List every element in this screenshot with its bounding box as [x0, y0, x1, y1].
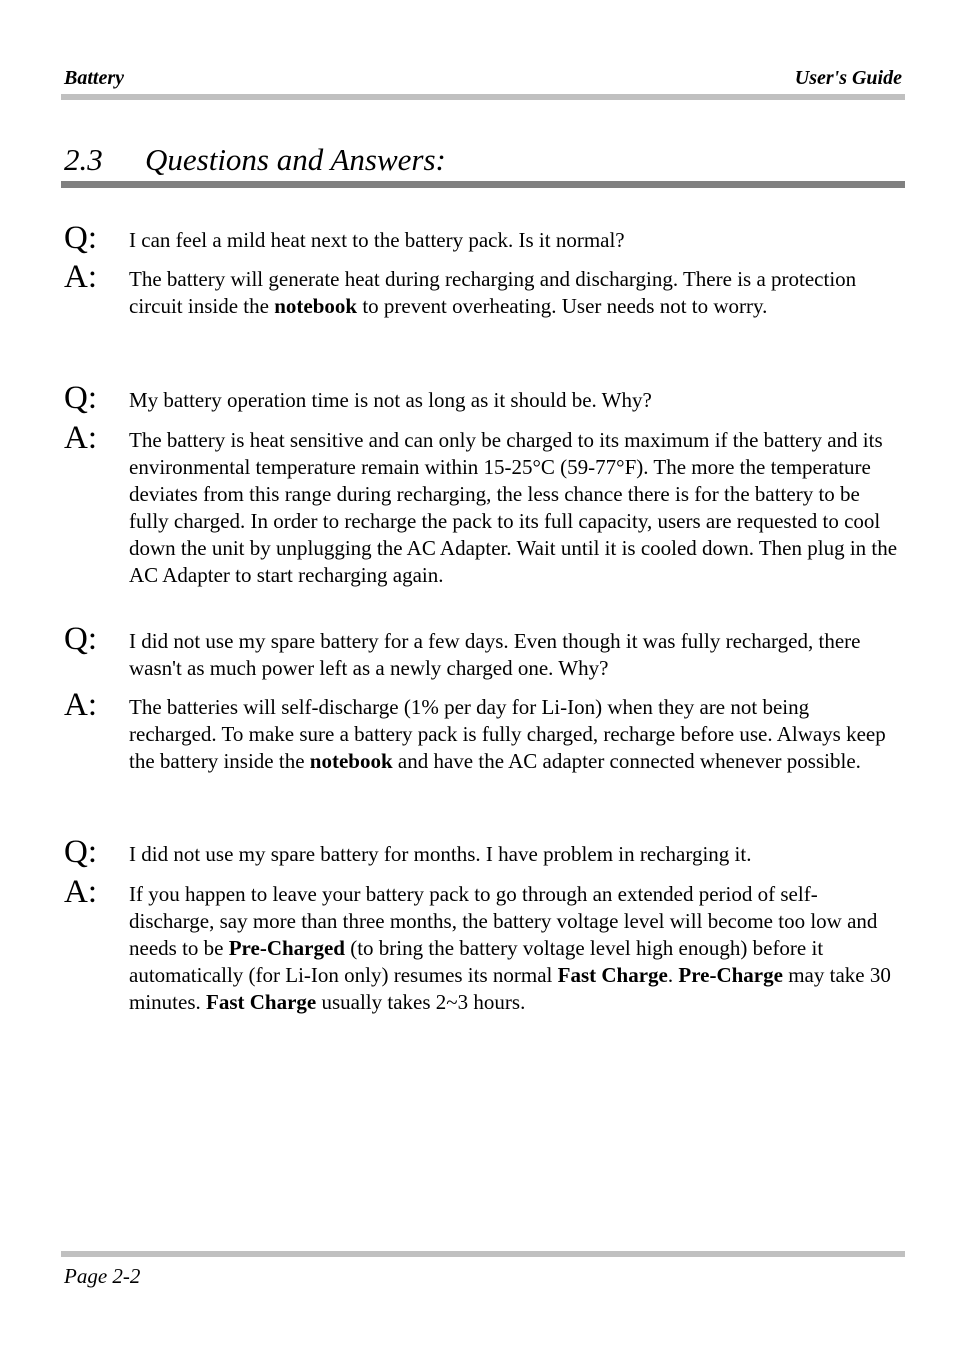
emphasis-term: Fast Charge: [206, 990, 317, 1014]
question-marker: Q:: [64, 621, 97, 657]
answer-text: [129, 266, 899, 320]
answer-marker: A:: [64, 420, 97, 456]
section-title: Questions and Answers:: [145, 142, 446, 177]
footer-divider: [61, 1251, 905, 1257]
emphasis-term: notebook: [309, 749, 393, 773]
answer-segment: If you happen to leave your battery pack to go through an extended period of self-discharge, say more than three months, the battery voltage level will become too low and needs to be: [129, 882, 878, 960]
answer-text: [129, 427, 899, 589]
question-marker: Q:: [64, 220, 97, 256]
running-header-chapter: Battery: [64, 67, 124, 89]
answer-segment: and have the AC adapter connected whenever possible.: [392, 749, 861, 773]
answer-segment: The battery is heat sensitive and can only be charged to its maximum if the battery and its environmental temperature remain within 15-25°C (59-77°F). The more the temperature deviates from this range during recharging, the less chance there is for the battery to be fully charged. In order to recharge the pack to its full capacity, users are requested to cool down the unit by unplugging the AC Adapter. Wait until it is cooled down. Then plug in the AC Adapter to start recharging again.: [129, 428, 898, 587]
answer-text: [129, 881, 899, 1016]
answer-text: [129, 694, 899, 775]
answer-segment: usually takes 2~3 hours.: [316, 990, 526, 1014]
question-text: I did not use my spare battery for months. I have problem in recharging it.: [129, 842, 752, 866]
question-text: I can feel a mild heat next to the battery pack. Is it normal?: [129, 228, 625, 252]
emphasis-term: notebook: [274, 294, 358, 318]
emphasis-term: Pre-Charge: [678, 963, 783, 987]
page-number: Page 2-2: [64, 1264, 141, 1288]
answer-marker: A:: [64, 259, 97, 295]
answer-marker: A:: [64, 687, 97, 723]
answer-segment: .: [667, 963, 679, 987]
header-divider: [61, 94, 905, 100]
emphasis-term: Fast Charge: [557, 963, 668, 987]
question-marker: Q:: [64, 834, 97, 870]
question-text: My battery operation time is not as long as it should be. Why?: [129, 388, 652, 412]
section-divider: [61, 181, 905, 188]
answer-segment: The battery will generate heat during recharging and discharging. There is a protection circuit inside the: [129, 267, 857, 318]
section-heading: [64, 140, 446, 180]
section-number: 2.3: [64, 142, 103, 177]
answer-segment: to prevent overheating. User needs not to worry.: [357, 294, 768, 318]
question-marker: Q:: [64, 380, 97, 416]
answer-segment: The batteries will self-discharge (1% per day for Li-Ion) when they are not being recharged. To make sure a battery pack is fully charged, recharge before use. Always keep the battery inside the: [129, 695, 886, 773]
answer-segment: may take 30 minutes.: [129, 963, 891, 1014]
answer-segment: (to bring the battery voltage level high enough) before it automatically (for Li-Ion only) resumes its normal: [129, 936, 824, 987]
running-header-guide-title: User's Guide: [794, 67, 902, 89]
emphasis-term: Pre-Charged: [228, 936, 345, 960]
answer-marker: A:: [64, 874, 97, 910]
question-text: I did not use my spare battery for a few days. Even though it was fully recharged, there wasn't as much power left as a newly charged one. Why?: [129, 629, 861, 680]
